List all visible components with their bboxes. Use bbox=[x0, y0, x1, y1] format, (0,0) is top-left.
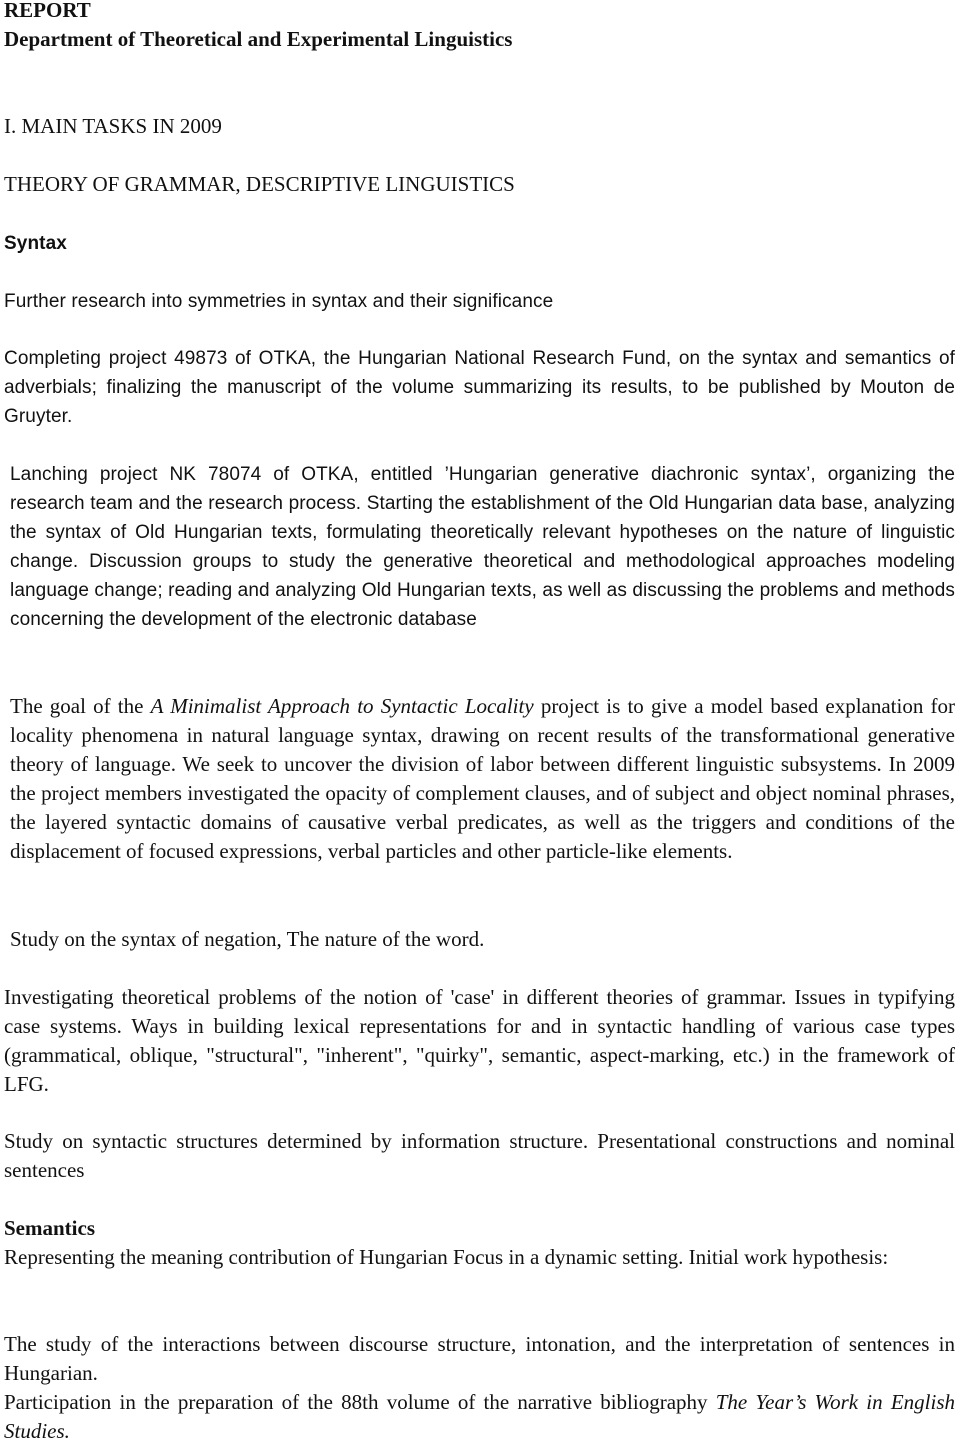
minimalist-post-text: project is to give a model based explanation for locality phenomena in natural language syntax, drawing on recent results of the transformational generative theory of language. We seek to uncover the division of labor between different linguistic subsystems. In 2009 the project members investigated the opacity of complement clauses, and of subject and object nominal phrases, the layered syntactic domains of causative verbal predicates, as well as the triggers and conditions of the displacement of focused expressions, verbal particles and other particle-like elements. bbox=[10, 694, 955, 863]
bibliography-pre-text: Participation in the preparation of the 88th volume of the narrative bibliography bbox=[4, 1390, 716, 1414]
bibliography-paragraph bbox=[4, 1388, 955, 1446]
lanching-project-paragraph bbox=[4, 460, 955, 634]
minimalist-project-title: A Minimalist Approach to Syntactic Locality bbox=[150, 694, 534, 718]
minimalist-pre-text: The goal of the bbox=[10, 694, 151, 718]
main-tasks-heading: I. MAIN TASKS IN 2009 bbox=[4, 114, 222, 138]
information-structure-paragraph: Study on syntactic structures determined by information structure. Presentational constructions and nominal sentences bbox=[4, 1129, 955, 1182]
completing-project-paragraph: Completing project 49873 of OTKA, the Hungarian National Research Fund, on the syntax and semantics of adverbials; finalizing the manuscript of the volume summarizing its results, to be published by Mouton de Gruyter. bbox=[4, 348, 955, 427]
lanching-project-text: Lanching project NK 78074 of OTKA, entitled ’Hungarian generative diachronic syntax’, organizing the research team and the research process. Starting the establishment of the Old Hungarian data base, analyzing the syntax of Old Hungarian texts, formulating theoretically relevant hypotheses on the nature of linguistic change. Discussion groups to study the generative theoretical and methodological approaches modeling language change; reading and analyzing Old Hungarian texts, as well as discussing the problems and methods concerning the development of the electronic database bbox=[10, 464, 955, 630]
case-paragraph: Investigating theoretical problems of the notion of 'case' in different theories of grammar. Issues in typifying case systems. Ways in building lexical representations for and in syntactic handling of various case types (grammatical, oblique, "structural", "inherent", "quirky", semantic, aspect-marking, etc.) in the framework of LFG. bbox=[4, 985, 955, 1096]
bibliography-title: The Year’s Work in English Studies. bbox=[4, 1390, 955, 1443]
negation-paragraph: Study on the syntax of negation, The nature of the word. bbox=[10, 927, 485, 951]
syntax-heading: Syntax bbox=[4, 233, 67, 254]
symmetries-paragraph: Further research into symmetries in syntax and their significance bbox=[4, 291, 554, 312]
theory-heading: THEORY OF GRAMMAR, DESCRIPTIVE LINGUISTICS bbox=[4, 172, 515, 196]
semantics-heading: Semantics bbox=[4, 1216, 95, 1240]
minimalist-project-paragraph bbox=[4, 692, 955, 866]
report-title: REPORT bbox=[4, 0, 91, 22]
focus-paragraph: Representing the meaning contribution of Hungarian Focus in a dynamic setting. Initial work hypothesis: bbox=[4, 1245, 889, 1269]
department-title: Department of Theoretical and Experimental Linguistics bbox=[4, 27, 513, 51]
discourse-paragraph: The study of the interactions between discourse structure, intonation, and the interpretation of sentences in Hungarian. bbox=[4, 1332, 955, 1385]
